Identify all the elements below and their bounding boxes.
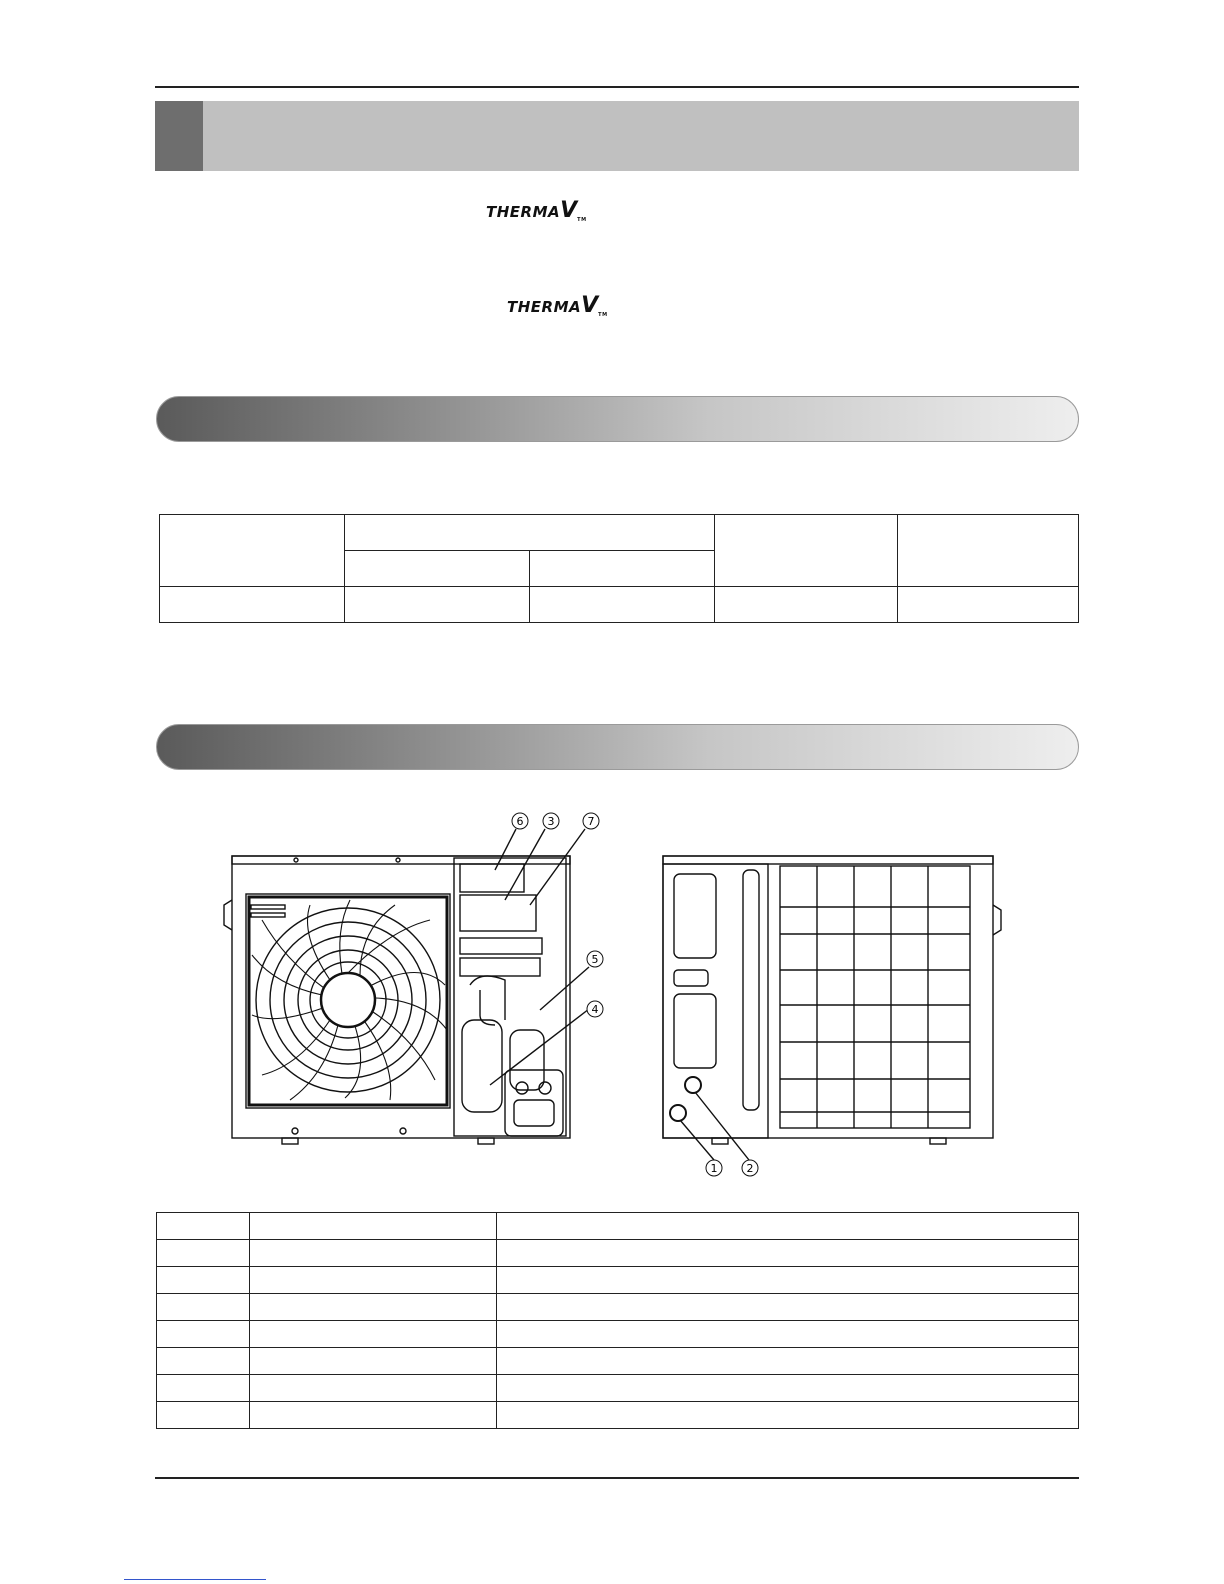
front-casing-top <box>232 856 570 864</box>
callout-label: 5 <box>591 953 599 966</box>
parts-table-cell <box>157 1375 250 1402</box>
foot <box>712 1138 728 1144</box>
accumulator <box>510 1030 544 1090</box>
rear-casing-top <box>663 856 993 864</box>
handle-slot <box>674 970 708 986</box>
leader-line <box>695 1092 749 1160</box>
parts-table-cell <box>250 1321 497 1348</box>
callout-label: 2 <box>746 1162 754 1175</box>
coil-guard <box>780 866 970 1128</box>
foot <box>930 1138 946 1144</box>
parts-table-cell <box>250 1348 497 1375</box>
water-inlet <box>670 1105 686 1121</box>
callout-label: 4 <box>591 1003 599 1016</box>
callout-label: 7 <box>587 815 595 828</box>
vent-slot <box>674 994 716 1068</box>
vent-slot <box>674 874 716 958</box>
fan-hub <box>321 973 375 1027</box>
parts-table-cell <box>497 1267 1079 1294</box>
terminal-block <box>460 938 542 954</box>
parts-table-cell <box>250 1240 497 1267</box>
refrigerant-pipe <box>470 976 505 1020</box>
parts-table <box>156 1212 1079 1429</box>
parts-table-cell <box>157 1321 250 1348</box>
inverter-board <box>460 958 540 976</box>
control-box <box>460 864 524 892</box>
parts-table-cell <box>250 1375 497 1402</box>
compressor <box>462 1020 502 1112</box>
parts-table-cell <box>497 1375 1079 1402</box>
pcb-board <box>460 895 536 931</box>
parts-table-cell <box>497 1213 1079 1240</box>
leader-line <box>490 1009 589 1085</box>
foot <box>282 1138 298 1144</box>
parts-table-cell <box>497 1402 1079 1429</box>
water-outlet <box>685 1077 701 1093</box>
footer-rule <box>155 1477 1079 1479</box>
parts-table-cell <box>157 1294 250 1321</box>
parts-table-cell <box>157 1240 250 1267</box>
footer-link-underline[interactable] <box>124 1579 266 1580</box>
screw <box>294 858 298 862</box>
front-view <box>224 829 589 1144</box>
callout-label: 6 <box>516 815 524 828</box>
parts-table-cell <box>497 1240 1079 1267</box>
service-panel <box>454 858 566 1136</box>
parts-table-cell <box>497 1294 1079 1321</box>
leader-line <box>540 967 589 1010</box>
callout-label: 1 <box>710 1162 718 1175</box>
parts-table-cell <box>157 1213 250 1240</box>
rear-view <box>663 856 1001 1160</box>
service-port <box>516 1082 528 1094</box>
parts-table-cell <box>497 1321 1079 1348</box>
leader-line <box>680 1120 714 1160</box>
rear-casing <box>663 856 993 1138</box>
parts-table-cell <box>250 1213 497 1240</box>
valve-cover <box>514 1100 554 1126</box>
front-handle <box>224 900 232 930</box>
screw <box>396 858 400 862</box>
therma-v-logo-2: THERMAVTM <box>507 293 608 318</box>
callouts <box>512 813 758 1176</box>
grille-bar <box>251 905 285 909</box>
side-channel <box>743 870 759 1110</box>
parts-table-cell <box>250 1294 497 1321</box>
therma-v-logo: THERMAVTM <box>486 198 587 223</box>
grille-bar <box>251 913 285 917</box>
parts-table-cell <box>250 1267 497 1294</box>
callout-label: 3 <box>547 815 555 828</box>
rear-handle <box>993 905 1001 935</box>
screw <box>400 1128 406 1134</box>
parts-table-cell <box>250 1402 497 1429</box>
screw <box>292 1128 298 1134</box>
foot <box>478 1138 494 1144</box>
parts-table-cell <box>157 1402 250 1429</box>
parts-table-cell <box>497 1348 1079 1375</box>
parts-table-cell <box>157 1267 250 1294</box>
parts-table-cell <box>157 1348 250 1375</box>
